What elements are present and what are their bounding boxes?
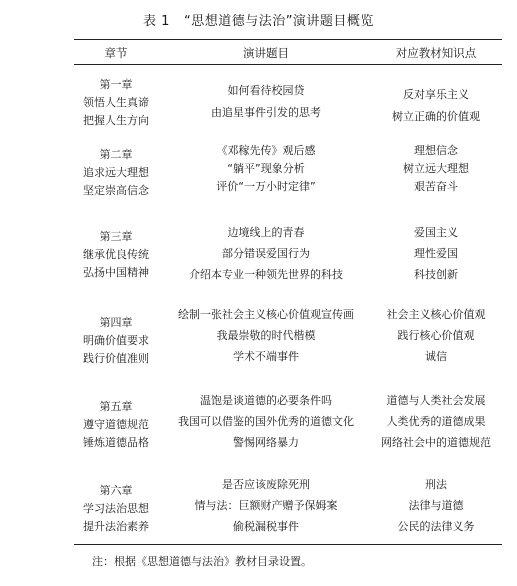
topic: 《邓稼先传》观后感 [216,144,316,157]
table-note: 注：根据《思想道德与法治》教材目录设置。 [92,555,312,568]
topic: 我国可以借鉴的国外优秀的道德文化 [178,415,354,428]
row-1-points [366,84,506,128]
topic: 我最崇敬的时代楷模 [216,329,316,342]
chapter-line: 坚定崇高信念 [83,184,149,197]
knowledge-point: 反对享乐主义 [403,88,469,101]
bottom-rule [74,544,502,545]
topic: 温饱是谈道德的必要条件吗 [200,394,332,407]
row-3-topics [166,222,366,285]
topic: 由追星事件引发的思考 [211,106,321,119]
knowledge-point: 树立正确的价值观 [392,110,480,123]
header-rule [74,64,502,65]
knowledge-point: 理想信念 [414,144,458,157]
row-3-chapter [70,228,162,282]
row-2-points [366,142,506,196]
knowledge-point: 法律与道德 [408,499,464,512]
knowledge-point: 科技创新 [414,268,458,281]
row-4-topics [166,304,366,367]
chapter-line: 把握人生方向 [83,114,149,127]
row-5-chapter [70,398,162,452]
topic: “躺平”现象分析 [227,162,305,175]
knowledge-point: 诚信 [425,350,447,363]
row-5-topics [166,390,366,453]
chapter-line: 继承优良传统 [83,248,149,261]
row-6-points [366,474,506,537]
topic: 介绍本专业一种领先世界的科技 [189,268,343,281]
row-5-points [366,390,506,453]
topic: 偷税漏税事件 [233,520,299,533]
knowledge-point: 网络社会中的道德规范 [381,436,491,449]
knowledge-point: 爱国主义 [414,226,458,239]
row-6-chapter [70,482,162,536]
chapter-line: 追求远大理想 [83,166,149,179]
header-chapter: 章节 [104,46,128,60]
knowledge-point: 艰苦奋斗 [414,180,458,193]
chapter-line: 遵守道德规范 [83,418,149,431]
row-2-topics [166,142,366,196]
topic: 学术不端事件 [233,350,299,363]
row-2-chapter [70,146,162,200]
topic: 警惕网络暴力 [233,436,299,449]
header-topic: 演讲题目 [243,46,289,60]
row-1-topics [166,80,366,124]
topic: 是否应该废除死刑 [222,478,310,491]
knowledge-point: 刑法 [425,478,447,491]
row-1-chapter [70,76,162,130]
row-4-points [366,304,506,367]
caption-number: 表 1 [143,14,170,29]
knowledge-point: 公民的法律义务 [397,520,475,533]
row-6-topics [166,474,366,537]
chapter-number: 第一章 [99,78,133,91]
chapter-number: 第五章 [99,400,133,413]
knowledge-point: 道德与人类社会发展 [386,394,486,407]
knowledge-point: 理性爱国 [414,247,458,260]
row-3-points [366,222,506,285]
chapter-line: 学习法治思想 [83,502,149,515]
topic: 情与法：巨额财产赠予保姆案 [194,499,338,512]
knowledge-point: 树立远大理想 [403,162,469,175]
topic: 如何看待校园贷 [227,84,305,97]
topic: 部分错误爱国行为 [222,247,310,260]
chapter-number: 第二章 [99,148,133,161]
chapter-number: 第三章 [99,230,133,243]
knowledge-point: 践行核心价值观 [397,329,475,342]
chapter-number: 第四章 [99,316,133,329]
topic: 绘制一张社会主义核心价值观宣传画 [178,308,354,321]
chapter-line: 锤炼道德品格 [83,436,149,449]
chapter-line: 践行价值准则 [83,352,149,365]
chapter-line: 提升法治素养 [83,520,149,533]
top-rule [74,39,502,40]
chapter-number: 第六章 [99,484,133,497]
topic: 评价“一万小时定律” [216,180,316,193]
topic: 边境线上的青春 [227,226,305,239]
knowledge-point: 社会主义核心价值观 [386,308,486,321]
chapter-line: 弘扬中国精神 [83,266,149,279]
knowledge-point: 人类优秀的道德成果 [386,415,486,428]
chapter-line: 明确价值要求 [83,334,149,347]
chapter-line: 领悟人生真谛 [83,96,149,109]
row-4-chapter [70,314,162,368]
table-caption [0,10,517,29]
header-knowledge: 对应教材知识点 [395,46,477,60]
caption-title: “思想道德与法治”演讲题目概览 [183,14,374,29]
